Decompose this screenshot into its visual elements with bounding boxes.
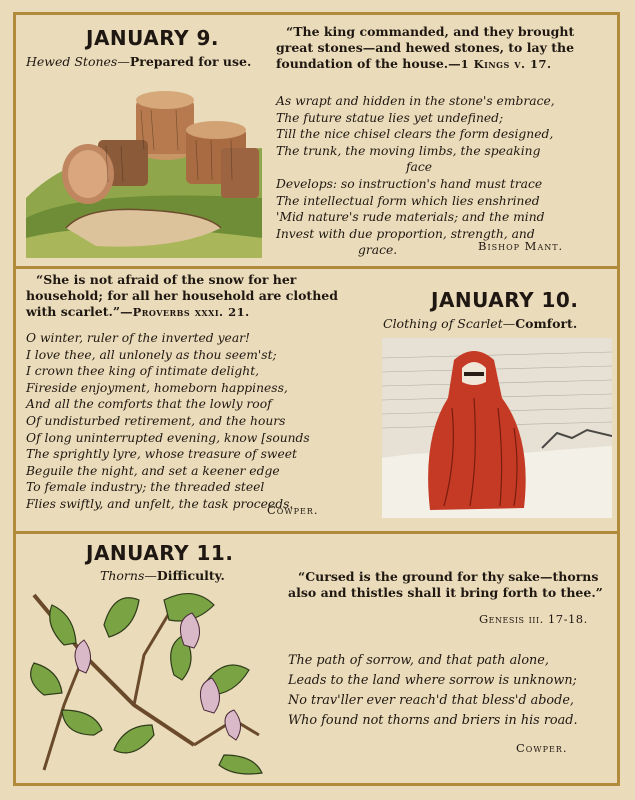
entry-date: JANUARY 9. bbox=[86, 26, 220, 50]
poem: As wrapt and hidden in the stone's embrace, The future statue lies yet undefined; Till the nice chisel clears the form designed, The trunk, the moving limbs, the speaking face Develops: so instruction's hand must trace The intellectual form which lies enshrined 'Mid nature's rude materials; and the mind Invest with due proportion, strength, and grace. bbox=[276, 94, 555, 258]
thorn-branch-illustration bbox=[24, 585, 274, 780]
entry-subtitle: Clothing of Scarlet—Comfort. bbox=[383, 316, 578, 331]
entry-date: JANUARY 10. bbox=[431, 288, 579, 312]
scripture-quote: “Cursed is the ground for thy sake—thorns also and thistles shall it bring forth to thee.” bbox=[288, 569, 603, 600]
hewn-stones-illustration bbox=[26, 88, 262, 258]
section-divider bbox=[13, 531, 620, 534]
scripture-quote: “The king commanded, and they brought great stones—and hewed stones, to lay the foundation of the house.—1 Kings v. 17. bbox=[276, 24, 575, 71]
quote-reference: Proverbs xxxi. 21. bbox=[132, 305, 250, 319]
poem-author: Cowper. bbox=[267, 503, 319, 517]
entry-date: JANUARY 11. bbox=[86, 541, 234, 565]
scripture-quote: “She is not afraid of the snow for her household; for all her household are clothed with scarlet.”—Proverbs xxxi. 21. bbox=[26, 272, 338, 319]
entry-subtitle: Thorns—Difficulty. bbox=[100, 568, 225, 583]
section-divider bbox=[13, 266, 620, 269]
quote-reference: Genesis iii. 17-18. bbox=[479, 612, 588, 626]
poem-author: Bishop Mant. bbox=[478, 239, 564, 253]
poem: The path of sorrow, and that path alone, Leads to the land where sorrow is unknown; No trav'ller ever reach'd that bless'd abode, Who found not thorns and briers in his road. bbox=[288, 653, 578, 728]
quote-reference: 1 Kings v. 17. bbox=[460, 57, 552, 71]
cloaked-figure-illustration bbox=[382, 338, 612, 518]
poem-author: Cowper. bbox=[516, 741, 568, 755]
entry-subtitle: Hewed Stones—Prepared for use. bbox=[26, 54, 252, 69]
poem: O winter, ruler of the inverted year! I love thee, all unlonely as thou seem'st; I crown thee king of intimate delight, Fireside enjoyment, homeborn happiness, And all the comforts that the lowly roof Of undisturbed retirement, and the hours Of long uninterrupted evening, know [sounds The sprightly lyre, whose treasure of sweet Beguile the night, and set a keener edge To female industry; the threaded steel Flies swiftly, and unfelt, the task proceeds. bbox=[26, 331, 310, 511]
